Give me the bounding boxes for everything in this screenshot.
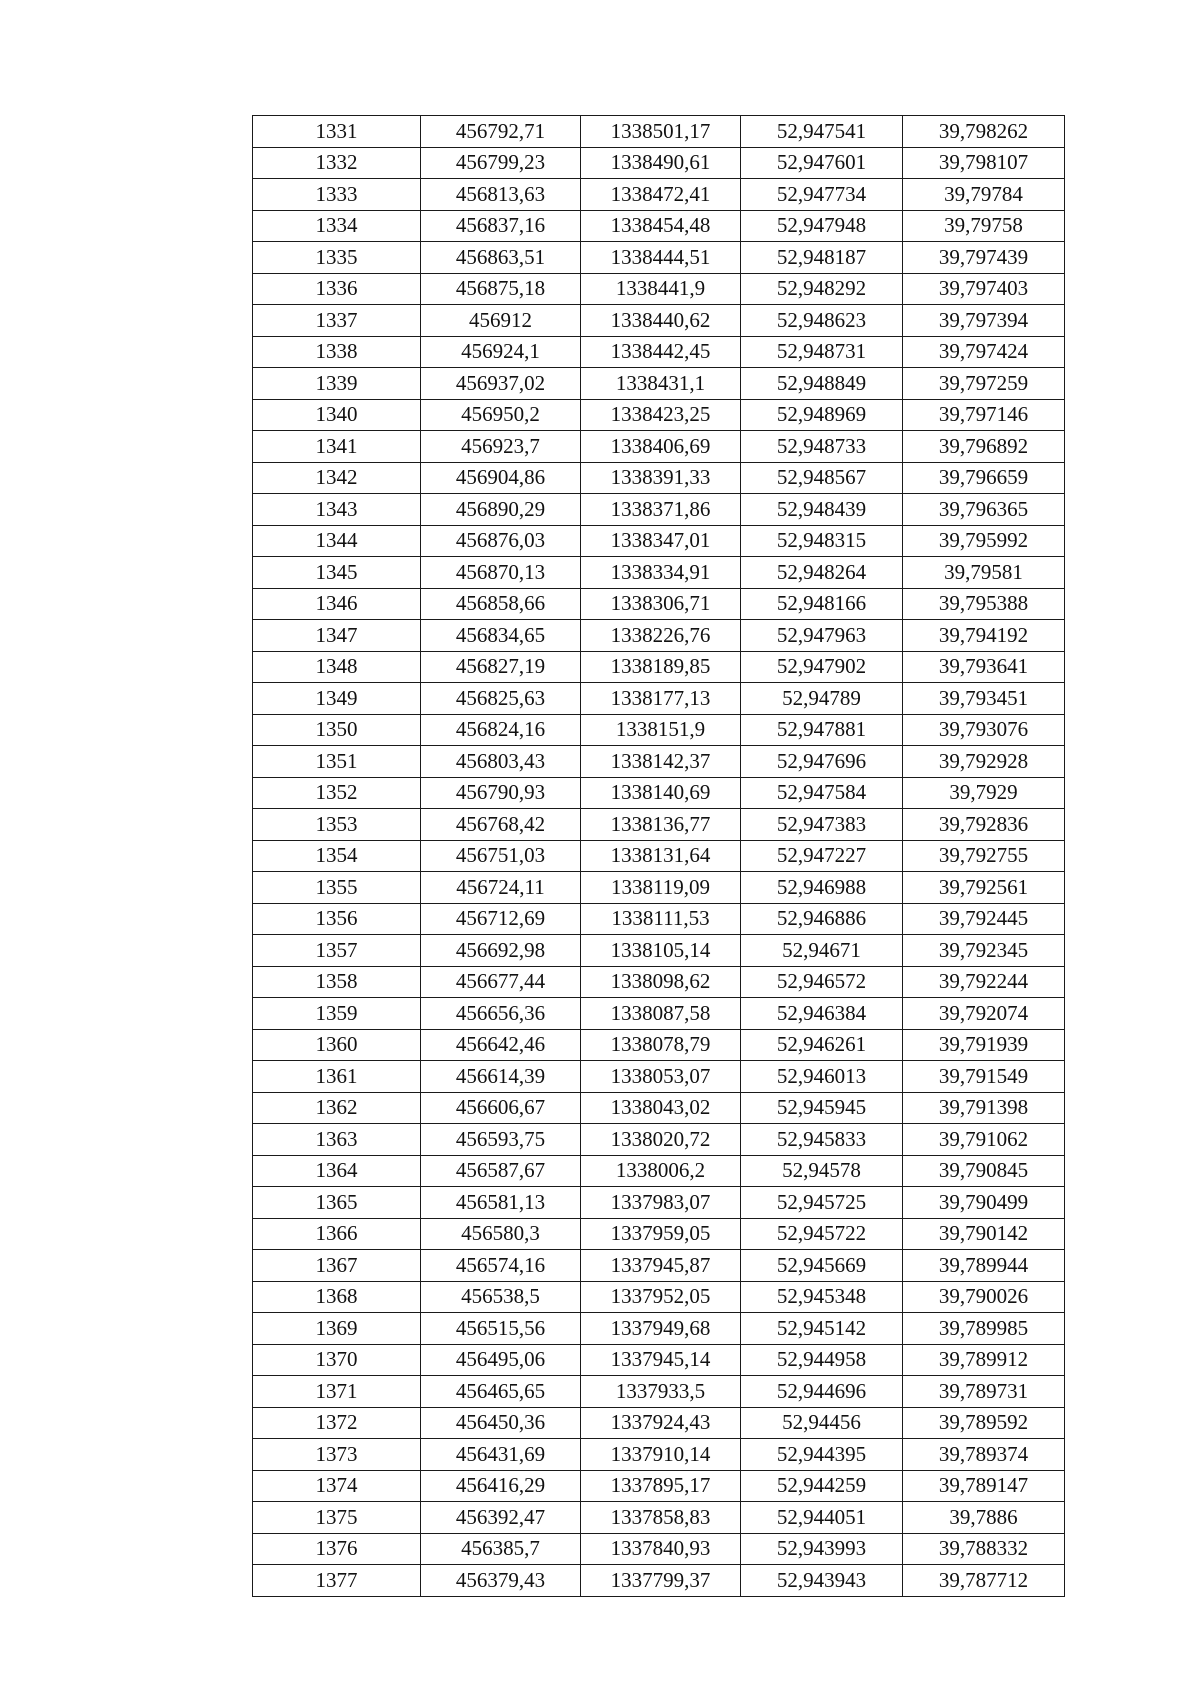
latitude-cell: 52,943943	[741, 1565, 903, 1597]
point-number-cell: 1374	[253, 1470, 421, 1502]
point-number-cell: 1346	[253, 588, 421, 620]
y-coordinate-cell: 1338105,14	[581, 935, 741, 967]
longitude-cell: 39,790845	[903, 1155, 1065, 1187]
x-coordinate-cell: 456642,46	[421, 1029, 581, 1061]
longitude-cell: 39,789985	[903, 1313, 1065, 1345]
longitude-cell: 39,793641	[903, 651, 1065, 683]
y-coordinate-cell: 1337924,43	[581, 1407, 741, 1439]
longitude-cell: 39,798262	[903, 116, 1065, 148]
point-number-cell: 1352	[253, 777, 421, 809]
table-row	[253, 746, 1065, 778]
latitude-cell: 52,947227	[741, 840, 903, 872]
longitude-cell: 39,789731	[903, 1376, 1065, 1408]
table-row	[253, 273, 1065, 305]
table-row	[253, 116, 1065, 148]
longitude-cell: 39,79784	[903, 179, 1065, 211]
x-coordinate-cell: 456813,63	[421, 179, 581, 211]
x-coordinate-cell: 456863,51	[421, 242, 581, 274]
latitude-cell: 52,945722	[741, 1218, 903, 1250]
longitude-cell: 39,797424	[903, 336, 1065, 368]
y-coordinate-cell: 1338391,33	[581, 462, 741, 494]
point-number-cell: 1368	[253, 1281, 421, 1313]
y-coordinate-cell: 1337933,5	[581, 1376, 741, 1408]
y-coordinate-cell: 1338020,72	[581, 1124, 741, 1156]
x-coordinate-cell: 456803,43	[421, 746, 581, 778]
x-coordinate-cell: 456587,67	[421, 1155, 581, 1187]
point-number-cell: 1377	[253, 1565, 421, 1597]
latitude-cell: 52,948731	[741, 336, 903, 368]
longitude-cell: 39,790499	[903, 1187, 1065, 1219]
point-number-cell: 1353	[253, 809, 421, 841]
table-row	[253, 1187, 1065, 1219]
table-row	[253, 620, 1065, 652]
longitude-cell: 39,788332	[903, 1533, 1065, 1565]
longitude-cell: 39,7886	[903, 1502, 1065, 1534]
x-coordinate-cell: 456416,29	[421, 1470, 581, 1502]
latitude-cell: 52,944696	[741, 1376, 903, 1408]
x-coordinate-cell: 456790,93	[421, 777, 581, 809]
table-row	[253, 525, 1065, 557]
y-coordinate-cell: 1337799,37	[581, 1565, 741, 1597]
point-number-cell: 1333	[253, 179, 421, 211]
point-number-cell: 1364	[253, 1155, 421, 1187]
point-number-cell: 1360	[253, 1029, 421, 1061]
x-coordinate-cell: 456751,03	[421, 840, 581, 872]
table-row	[253, 1124, 1065, 1156]
y-coordinate-cell: 1338177,13	[581, 683, 741, 715]
longitude-cell: 39,792928	[903, 746, 1065, 778]
x-coordinate-cell: 456768,42	[421, 809, 581, 841]
point-number-cell: 1332	[253, 147, 421, 179]
latitude-cell: 52,948733	[741, 431, 903, 463]
point-number-cell: 1343	[253, 494, 421, 526]
point-number-cell: 1340	[253, 399, 421, 431]
table-row	[253, 242, 1065, 274]
point-number-cell: 1338	[253, 336, 421, 368]
latitude-cell: 52,945348	[741, 1281, 903, 1313]
y-coordinate-cell: 1337983,07	[581, 1187, 741, 1219]
point-number-cell: 1361	[253, 1061, 421, 1093]
table-row	[253, 998, 1065, 1030]
table-row	[253, 1344, 1065, 1376]
latitude-cell: 52,948849	[741, 368, 903, 400]
table-row	[253, 1250, 1065, 1282]
latitude-cell: 52,944395	[741, 1439, 903, 1471]
longitude-cell: 39,790142	[903, 1218, 1065, 1250]
point-number-cell: 1336	[253, 273, 421, 305]
y-coordinate-cell: 1338454,48	[581, 210, 741, 242]
longitude-cell: 39,792244	[903, 966, 1065, 998]
longitude-cell: 39,793451	[903, 683, 1065, 715]
point-number-cell: 1334	[253, 210, 421, 242]
table-row	[253, 809, 1065, 841]
latitude-cell: 52,948292	[741, 273, 903, 305]
y-coordinate-cell: 1338098,62	[581, 966, 741, 998]
table-row	[253, 683, 1065, 715]
latitude-cell: 52,947383	[741, 809, 903, 841]
latitude-cell: 52,944259	[741, 1470, 903, 1502]
longitude-cell: 39,797403	[903, 273, 1065, 305]
latitude-cell: 52,946572	[741, 966, 903, 998]
longitude-cell: 39,798107	[903, 147, 1065, 179]
table-row	[253, 872, 1065, 904]
table-row	[253, 368, 1065, 400]
y-coordinate-cell: 1338087,58	[581, 998, 741, 1030]
x-coordinate-cell: 456924,1	[421, 336, 581, 368]
y-coordinate-cell: 1337945,14	[581, 1344, 741, 1376]
latitude-cell: 52,945725	[741, 1187, 903, 1219]
table-row	[253, 305, 1065, 337]
latitude-cell: 52,947696	[741, 746, 903, 778]
table-row	[253, 1029, 1065, 1061]
longitude-cell: 39,795992	[903, 525, 1065, 557]
longitude-cell: 39,789592	[903, 1407, 1065, 1439]
x-coordinate-cell: 456379,43	[421, 1565, 581, 1597]
table-row	[253, 1407, 1065, 1439]
x-coordinate-cell: 456692,98	[421, 935, 581, 967]
latitude-cell: 52,947584	[741, 777, 903, 809]
x-coordinate-cell: 456392,47	[421, 1502, 581, 1534]
x-coordinate-cell: 456870,13	[421, 557, 581, 589]
x-coordinate-cell: 456465,65	[421, 1376, 581, 1408]
longitude-cell: 39,7929	[903, 777, 1065, 809]
x-coordinate-cell: 456876,03	[421, 525, 581, 557]
latitude-cell: 52,948439	[741, 494, 903, 526]
point-number-cell: 1369	[253, 1313, 421, 1345]
point-number-cell: 1339	[253, 368, 421, 400]
point-number-cell: 1372	[253, 1407, 421, 1439]
x-coordinate-cell: 456538,5	[421, 1281, 581, 1313]
point-number-cell: 1363	[253, 1124, 421, 1156]
x-coordinate-cell: 456792,71	[421, 116, 581, 148]
x-coordinate-cell: 456875,18	[421, 273, 581, 305]
y-coordinate-cell: 1337840,93	[581, 1533, 741, 1565]
latitude-cell: 52,947734	[741, 179, 903, 211]
point-number-cell: 1350	[253, 714, 421, 746]
coordinates-table	[252, 115, 1065, 1597]
longitude-cell: 39,797259	[903, 368, 1065, 400]
latitude-cell: 52,945833	[741, 1124, 903, 1156]
table-row	[253, 1565, 1065, 1597]
y-coordinate-cell: 1338371,86	[581, 494, 741, 526]
latitude-cell: 52,94671	[741, 935, 903, 967]
y-coordinate-cell: 1337952,05	[581, 1281, 741, 1313]
y-coordinate-cell: 1337858,83	[581, 1502, 741, 1534]
latitude-cell: 52,948623	[741, 305, 903, 337]
point-number-cell: 1359	[253, 998, 421, 1030]
x-coordinate-cell: 456385,7	[421, 1533, 581, 1565]
point-number-cell: 1335	[253, 242, 421, 274]
y-coordinate-cell: 1338306,71	[581, 588, 741, 620]
y-coordinate-cell: 1338078,79	[581, 1029, 741, 1061]
x-coordinate-cell: 456574,16	[421, 1250, 581, 1282]
point-number-cell: 1337	[253, 305, 421, 337]
table-row	[253, 431, 1065, 463]
coordinates-table-body	[253, 116, 1065, 1597]
table-row	[253, 588, 1065, 620]
longitude-cell: 39,796892	[903, 431, 1065, 463]
x-coordinate-cell: 456677,44	[421, 966, 581, 998]
table-row	[253, 1470, 1065, 1502]
longitude-cell: 39,789147	[903, 1470, 1065, 1502]
table-row	[253, 147, 1065, 179]
x-coordinate-cell: 456656,36	[421, 998, 581, 1030]
point-number-cell: 1371	[253, 1376, 421, 1408]
y-coordinate-cell: 1338189,85	[581, 651, 741, 683]
point-number-cell: 1347	[253, 620, 421, 652]
x-coordinate-cell: 456858,66	[421, 588, 581, 620]
x-coordinate-cell: 456824,16	[421, 714, 581, 746]
latitude-cell: 52,94456	[741, 1407, 903, 1439]
table-row	[253, 179, 1065, 211]
table-row	[253, 1155, 1065, 1187]
table-row	[253, 714, 1065, 746]
latitude-cell: 52,947948	[741, 210, 903, 242]
x-coordinate-cell: 456724,11	[421, 872, 581, 904]
longitude-cell: 39,793076	[903, 714, 1065, 746]
longitude-cell: 39,79758	[903, 210, 1065, 242]
y-coordinate-cell: 1338501,17	[581, 116, 741, 148]
x-coordinate-cell: 456431,69	[421, 1439, 581, 1471]
point-number-cell: 1342	[253, 462, 421, 494]
point-number-cell: 1345	[253, 557, 421, 589]
point-number-cell: 1358	[253, 966, 421, 998]
x-coordinate-cell: 456923,7	[421, 431, 581, 463]
latitude-cell: 52,946988	[741, 872, 903, 904]
table-row	[253, 1439, 1065, 1471]
longitude-cell: 39,797394	[903, 305, 1065, 337]
longitude-cell: 39,789944	[903, 1250, 1065, 1282]
point-number-cell: 1365	[253, 1187, 421, 1219]
longitude-cell: 39,794192	[903, 620, 1065, 652]
y-coordinate-cell: 1338441,9	[581, 273, 741, 305]
point-number-cell: 1351	[253, 746, 421, 778]
latitude-cell: 52,948315	[741, 525, 903, 557]
latitude-cell: 52,946384	[741, 998, 903, 1030]
y-coordinate-cell: 1338442,45	[581, 336, 741, 368]
x-coordinate-cell: 456450,36	[421, 1407, 581, 1439]
longitude-cell: 39,797146	[903, 399, 1065, 431]
latitude-cell: 52,944958	[741, 1344, 903, 1376]
point-number-cell: 1367	[253, 1250, 421, 1282]
y-coordinate-cell: 1338006,2	[581, 1155, 741, 1187]
table-row	[253, 462, 1065, 494]
longitude-cell: 39,792561	[903, 872, 1065, 904]
table-row	[253, 903, 1065, 935]
point-number-cell: 1331	[253, 116, 421, 148]
longitude-cell: 39,791939	[903, 1029, 1065, 1061]
x-coordinate-cell: 456827,19	[421, 651, 581, 683]
x-coordinate-cell: 456515,56	[421, 1313, 581, 1345]
point-number-cell: 1344	[253, 525, 421, 557]
x-coordinate-cell: 456912	[421, 305, 581, 337]
table-row	[253, 1218, 1065, 1250]
table-row	[253, 1092, 1065, 1124]
point-number-cell: 1348	[253, 651, 421, 683]
table-row	[253, 966, 1065, 998]
y-coordinate-cell: 1338440,62	[581, 305, 741, 337]
longitude-cell: 39,791398	[903, 1092, 1065, 1124]
point-number-cell: 1370	[253, 1344, 421, 1376]
x-coordinate-cell: 456837,16	[421, 210, 581, 242]
longitude-cell: 39,796365	[903, 494, 1065, 526]
latitude-cell: 52,946886	[741, 903, 903, 935]
latitude-cell: 52,948969	[741, 399, 903, 431]
point-number-cell: 1355	[253, 872, 421, 904]
longitude-cell: 39,797439	[903, 242, 1065, 274]
latitude-cell: 52,944051	[741, 1502, 903, 1534]
x-coordinate-cell: 456712,69	[421, 903, 581, 935]
x-coordinate-cell: 456904,86	[421, 462, 581, 494]
x-coordinate-cell: 456825,63	[421, 683, 581, 715]
table-row	[253, 494, 1065, 526]
point-number-cell: 1354	[253, 840, 421, 872]
table-row	[253, 1533, 1065, 1565]
y-coordinate-cell: 1338431,1	[581, 368, 741, 400]
x-coordinate-cell: 456950,2	[421, 399, 581, 431]
table-row	[253, 210, 1065, 242]
longitude-cell: 39,792345	[903, 935, 1065, 967]
longitude-cell: 39,796659	[903, 462, 1065, 494]
latitude-cell: 52,947963	[741, 620, 903, 652]
y-coordinate-cell: 1338043,02	[581, 1092, 741, 1124]
y-coordinate-cell: 1338444,51	[581, 242, 741, 274]
y-coordinate-cell: 1338490,61	[581, 147, 741, 179]
latitude-cell: 52,943993	[741, 1533, 903, 1565]
longitude-cell: 39,792445	[903, 903, 1065, 935]
latitude-cell: 52,947601	[741, 147, 903, 179]
y-coordinate-cell: 1338334,91	[581, 557, 741, 589]
x-coordinate-cell: 456937,02	[421, 368, 581, 400]
table-row	[253, 1281, 1065, 1313]
x-coordinate-cell: 456614,39	[421, 1061, 581, 1093]
table-row	[253, 1502, 1065, 1534]
latitude-cell: 52,94578	[741, 1155, 903, 1187]
latitude-cell: 52,948187	[741, 242, 903, 274]
x-coordinate-cell: 456890,29	[421, 494, 581, 526]
y-coordinate-cell: 1338406,69	[581, 431, 741, 463]
longitude-cell: 39,791549	[903, 1061, 1065, 1093]
point-number-cell: 1362	[253, 1092, 421, 1124]
longitude-cell: 39,787712	[903, 1565, 1065, 1597]
point-number-cell: 1375	[253, 1502, 421, 1534]
y-coordinate-cell: 1337959,05	[581, 1218, 741, 1250]
y-coordinate-cell: 1338423,25	[581, 399, 741, 431]
latitude-cell: 52,94789	[741, 683, 903, 715]
point-number-cell: 1376	[253, 1533, 421, 1565]
y-coordinate-cell: 1338347,01	[581, 525, 741, 557]
longitude-cell: 39,791062	[903, 1124, 1065, 1156]
y-coordinate-cell: 1338119,09	[581, 872, 741, 904]
y-coordinate-cell: 1337910,14	[581, 1439, 741, 1471]
y-coordinate-cell: 1338136,77	[581, 809, 741, 841]
x-coordinate-cell: 456593,75	[421, 1124, 581, 1156]
latitude-cell: 52,946013	[741, 1061, 903, 1093]
table-row	[253, 840, 1065, 872]
x-coordinate-cell: 456580,3	[421, 1218, 581, 1250]
longitude-cell: 39,792074	[903, 998, 1065, 1030]
table-row	[253, 777, 1065, 809]
x-coordinate-cell: 456834,65	[421, 620, 581, 652]
longitude-cell: 39,795388	[903, 588, 1065, 620]
table-row	[253, 557, 1065, 589]
table-row	[253, 651, 1065, 683]
y-coordinate-cell: 1338131,64	[581, 840, 741, 872]
point-number-cell: 1366	[253, 1218, 421, 1250]
y-coordinate-cell: 1338111,53	[581, 903, 741, 935]
y-coordinate-cell: 1338151,9	[581, 714, 741, 746]
latitude-cell: 52,948567	[741, 462, 903, 494]
y-coordinate-cell: 1337895,17	[581, 1470, 741, 1502]
y-coordinate-cell: 1338140,69	[581, 777, 741, 809]
latitude-cell: 52,947881	[741, 714, 903, 746]
longitude-cell: 39,789374	[903, 1439, 1065, 1471]
latitude-cell: 52,945142	[741, 1313, 903, 1345]
point-number-cell: 1356	[253, 903, 421, 935]
y-coordinate-cell: 1338472,41	[581, 179, 741, 211]
table-row	[253, 1061, 1065, 1093]
x-coordinate-cell: 456581,13	[421, 1187, 581, 1219]
point-number-cell: 1341	[253, 431, 421, 463]
table-row	[253, 336, 1065, 368]
point-number-cell: 1357	[253, 935, 421, 967]
point-number-cell: 1349	[253, 683, 421, 715]
y-coordinate-cell: 1338142,37	[581, 746, 741, 778]
latitude-cell: 52,948166	[741, 588, 903, 620]
latitude-cell: 52,948264	[741, 557, 903, 589]
latitude-cell: 52,945945	[741, 1092, 903, 1124]
latitude-cell: 52,946261	[741, 1029, 903, 1061]
table-row	[253, 935, 1065, 967]
x-coordinate-cell: 456606,67	[421, 1092, 581, 1124]
longitude-cell: 39,790026	[903, 1281, 1065, 1313]
y-coordinate-cell: 1337945,87	[581, 1250, 741, 1282]
x-coordinate-cell: 456799,23	[421, 147, 581, 179]
latitude-cell: 52,947541	[741, 116, 903, 148]
longitude-cell: 39,792836	[903, 809, 1065, 841]
table-row	[253, 399, 1065, 431]
y-coordinate-cell: 1338053,07	[581, 1061, 741, 1093]
y-coordinate-cell: 1337949,68	[581, 1313, 741, 1345]
y-coordinate-cell: 1338226,76	[581, 620, 741, 652]
point-number-cell: 1373	[253, 1439, 421, 1471]
longitude-cell: 39,79581	[903, 557, 1065, 589]
latitude-cell: 52,945669	[741, 1250, 903, 1282]
x-coordinate-cell: 456495,06	[421, 1344, 581, 1376]
table-row	[253, 1376, 1065, 1408]
latitude-cell: 52,947902	[741, 651, 903, 683]
longitude-cell: 39,792755	[903, 840, 1065, 872]
longitude-cell: 39,789912	[903, 1344, 1065, 1376]
table-row	[253, 1313, 1065, 1345]
